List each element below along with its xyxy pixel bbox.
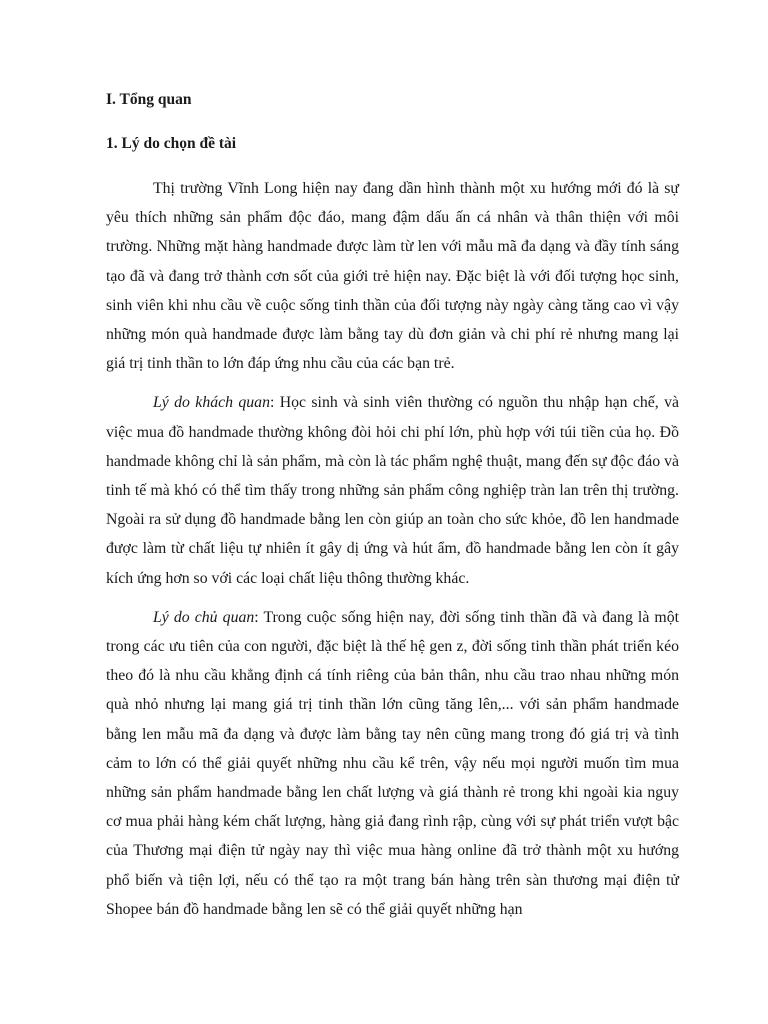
paragraph-subjective-reason bbox=[106, 603, 679, 924]
subjective-reason-text: : Trong cuộc sống hiện nay, đời sống tinh thần đã và đang là một trong các ưu tiên của con người, đặc biệt là thế hệ gen z, đời sống tinh thần phát triển kéo theo đó là nhu cầu khẳng định cá tính riêng của bản thân, nhu cầu trao nhau những món quà nhỏ nhưng lại mang giá trị tinh thần lớn cũng tăng lên,... với sản phẩm handmade bằng len mẫu mã đa dạng và được làm bằng tay nên cũng mang trong đó giá trị và tình cảm to lớn có thể giải quyết những nhu cầu kể trên, vậy nếu mọi người muốn tìm mua những sản phẩm handmade bằng len chất lượng và giá thành rẻ trong khi ngoài kia nguy cơ mua phải hàng kém chất lượng, hàng giả đang rình rập, cùng với sự phát triển vượt bậc của Thương mại điện tử ngày nay thì việc mua hàng online đã trở thành một xu hướng phổ biến và tiện lợi, nếu có thể tạo ra một trang bán hàng trên sàn thương mại điện tử Shopee bán đồ handmade bằng len sẽ có thể giải quyết những hạn bbox=[106, 608, 679, 918]
section-heading: I. Tổng quan bbox=[106, 91, 192, 108]
paragraph-intro: Thị trường Vĩnh Long hiện nay đang dần hình thành một xu hướng mới đó là sự yêu thích những sản phẩm độc đáo, mang đậm dấu ấn cá nhân và thân thiện với môi trường. Những mặt hàng handmade được làm từ len với mẫu mã đa dạng và đầy tính sáng tạo đã và đang trở thành cơn sốt của giới trẻ hiện nay. Đặc biệt là với đối tượng học sinh, sinh viên khi nhu cầu về cuộc sống tinh thần của đối tượng này ngày càng tăng cao vì vậy những món quà handmade được làm bằng tay dù đơn giản và chi phí rẻ nhưng mang lại giá trị tinh thần to lớn đáp ứng nhu cầu của các bạn trẻ. bbox=[106, 180, 679, 373]
subjective-reason-label: Lý do chủ quan bbox=[153, 608, 255, 626]
objective-reason-text: : Học sinh và sinh viên thường có nguồn thu nhập hạn chế, và việc mua đồ handmade thường không đòi hỏi chi phí lớn, phù hợp với túi tiền của họ. Đồ handmade không chỉ là sản phẩm, mà còn là tác phẩm nghệ thuật, mang đến sự độc đáo và tinh tế mà khó có thể tìm thấy trong những sản phẩm công nghiệp tràn lan trên thị trường. Ngoài ra sử dụng đồ handmade bằng len còn giúp an toàn cho sức khỏe, đồ len handmade được làm từ chất liệu tự nhiên ít gây dị ứng và hút ẩm, đồ handmade bằng len còn ít gây kích ứng hơn so với các loại chất liệu thông thường khác. bbox=[106, 394, 679, 587]
paragraph-objective-reason bbox=[106, 388, 679, 592]
subsection-heading: 1. Lý do chọn đề tài bbox=[106, 135, 237, 152]
objective-reason-label: Lý do khách quan bbox=[153, 394, 270, 412]
document-body bbox=[106, 88, 679, 934]
